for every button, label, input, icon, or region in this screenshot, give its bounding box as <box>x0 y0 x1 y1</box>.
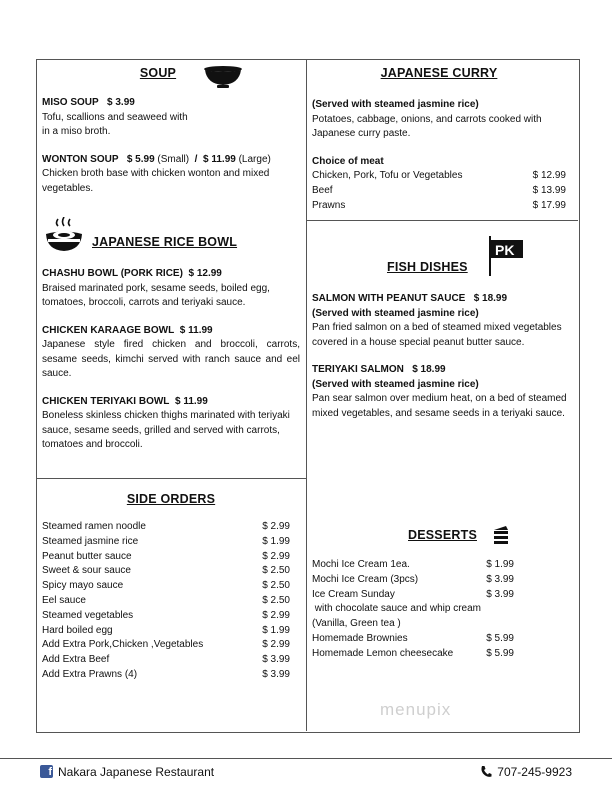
side-item: Add Extra Prawns (4) $ 3.99 <box>42 668 290 680</box>
dessert-item: Homemade Lemon cheesecake $ 5.99 <box>312 647 514 659</box>
rice-item-price: $ 11.99 <box>174 395 208 407</box>
side-item: Add Extra Beef $ 3.99 <box>42 654 290 666</box>
wonton-large-label: (Large) <box>238 153 271 165</box>
watermark: menupix <box>380 700 452 719</box>
dessert-item: Ice Cream Sunday $ 3.99 <box>312 588 514 600</box>
rice-item-name: CHICKEN TERIYAKI BOWL <box>42 395 170 407</box>
dessert-item: with chocolate sauce and whip cream <box>312 603 481 615</box>
rice-bowl-title: JAPANESE RICE BOWL <box>92 235 238 249</box>
soup-title: SOUP <box>139 66 177 80</box>
restaurant-name: Nakara Japanese Restaurant <box>58 765 215 779</box>
curry-choice: Choice of meat <box>312 155 384 167</box>
fish-section <box>312 230 570 421</box>
curry-served: (Served with steamed jasmine rice) <box>312 99 479 110</box>
fish-item-desc: Pan fried salmon on a bed of steamed mixed vegetables covered in a house special peanut butter sauce. <box>312 322 562 348</box>
wonton-small-label: (Small) <box>157 153 190 165</box>
side-item: Sweet & sour sauce $ 2.50 <box>42 565 290 577</box>
rice-item-desc: Braised marinated pork, sesame seeds, boiled egg, tomatoes, broccoli, carrots and teriyaki sauce. <box>42 282 270 308</box>
side-item: Spicy mayo sauce $ 2.50 <box>42 580 290 592</box>
rice-bowl-icon <box>44 217 84 258</box>
miso-desc: Tofu, scallions and seaweed with in a miso broth. <box>42 111 188 137</box>
facebook-icon[interactable]: f <box>40 765 53 778</box>
fish-item-served: (Served with steamed jasmine rice) <box>312 307 479 319</box>
fish-item-name: TERIYAKI SALMON <box>312 364 404 375</box>
fish-item-desc: Pan sear salmon over medium heat, on a bed of steamed mixed vegetables, and sesame seeds in a teriyaki sauce. <box>312 393 567 419</box>
miso-name: MISO SOUP <box>42 97 99 108</box>
side-item: Hard boiled egg $ 1.99 <box>42 624 290 636</box>
dessert-item: Homemade Brownies $ 5.99 <box>312 632 514 644</box>
rice-item-name: CHASHU BOWL (PORK RICE) <box>42 268 183 279</box>
side-item: Steamed ramen noodle $ 2.99 <box>42 521 290 532</box>
wonton-sep: / <box>194 153 198 165</box>
fish-item-price: $ 18.99 <box>473 293 508 304</box>
soup-bowl-icon <box>202 64 244 95</box>
side-item: Eel sauce $ 2.50 <box>42 594 290 606</box>
rice-item-name: CHICKEN KARAAGE BOWL <box>42 324 175 336</box>
rice-item-desc: Boneless skinless chicken thighs marinated with teriyaki sauce, sesame seeds, grilled and served with carrots, tomatoes and broccoli. <box>42 410 290 450</box>
desserts-section <box>312 522 514 662</box>
fish-item-served: (Served with steamed jasmine rice) <box>312 378 479 390</box>
fish-flag-text: PK <box>495 242 515 258</box>
rice-item-price: $ 11.99 <box>179 324 213 336</box>
side-title: SIDE ORDERS <box>126 492 216 506</box>
fish-item-price: $ 18.99 <box>412 364 446 375</box>
wonton-price-small: $ 5.99 <box>126 153 155 165</box>
miso-price: $ 3.99 <box>107 97 135 108</box>
wonton-desc: Chicken broth base with chicken wonton and mixed vegetables. <box>42 168 270 194</box>
wonton-price-large: $ 11.99 <box>203 153 236 165</box>
side-item: Steamed vegetables $ 2.99 <box>42 609 290 621</box>
side-item: Add Extra Pork,Chicken ,Vegetables $ 2.99 <box>42 639 290 651</box>
curry-option: Prawns $ 17.99 <box>312 199 566 211</box>
rice-bowl-section <box>42 215 300 453</box>
curry-desc: Potatoes, cabbage, onions, and carrots cooked with Japanese curry paste. <box>312 113 542 139</box>
left-section-divider <box>36 478 306 479</box>
right-section-divider <box>306 220 578 221</box>
wonton-name: WONTON SOUP <box>42 153 119 165</box>
desserts-title: DESSERTS <box>408 528 477 542</box>
dessert-item: Mochi Ice Cream 1ea. $ 1.99 <box>312 559 514 570</box>
side-item: Peanut butter sauce $ 2.99 <box>42 550 290 562</box>
dessert-list <box>312 558 514 662</box>
curry-section <box>312 62 566 213</box>
curry-options <box>312 169 566 213</box>
side-orders-section <box>42 490 290 683</box>
rice-item-price: $ 12.99 <box>188 268 222 279</box>
rice-item-desc: Japanese style fired chicken and broccoli, carrots, sesame seeds, kimchi served with ranch sauce and eel sauce. <box>42 339 300 379</box>
fish-item-name: SALMON WITH PEANUT SAUCE <box>312 293 466 304</box>
side-item: Steamed jasmine rice $ 1.99 <box>42 535 290 547</box>
dessert-item: (Vanilla, Green tea ) <box>312 618 401 630</box>
fish-title: FISH DISHES <box>387 260 468 274</box>
curry-option: Beef $ 13.99 <box>312 184 566 196</box>
curry-option: Chicken, Pork, Tofu or Vegetables $ 12.99 <box>312 170 566 181</box>
side-list <box>42 520 290 683</box>
column-divider <box>306 59 307 731</box>
phone-number[interactable]: 707-245-9923 <box>497 765 572 779</box>
fish-flag-icon <box>487 234 527 283</box>
soup-section <box>42 62 298 196</box>
cake-icon <box>492 524 510 551</box>
phone-icon <box>480 765 492 783</box>
footer-divider <box>0 758 612 759</box>
dessert-item: Mochi Ice Cream (3pcs) $ 3.99 <box>312 573 514 585</box>
curry-title: JAPANESE CURRY <box>380 66 498 80</box>
